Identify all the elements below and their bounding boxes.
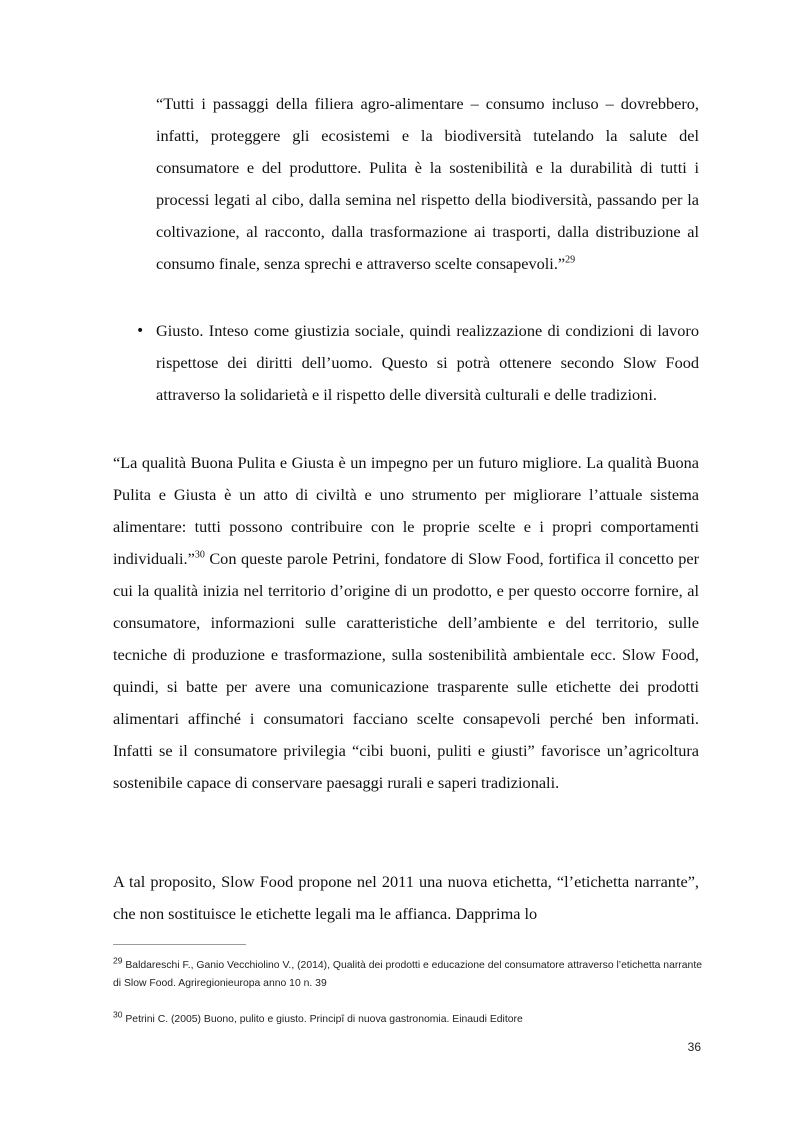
- quote-text: “Tutti i passaggi della filiera agro-alimentare – consumo incluso – dovrebbero, infatti, proteggere gli ecosistemi e la biodiversità tutelando la salute del consumatore e del produttore. Pulita è la sostenibilità e la durabilità di tutti i processi legati al cibo, dalla semina nel rispetto della biodiversità, passando per la coltivazione, al racconto, dalla trasformazione ai trasporti, dalla distribuzione al consumo finale, senza sprechi e attraverso scelte consapevoli.”: [156, 94, 699, 273]
- footnote-ref-30[interactable]: 30: [194, 549, 205, 561]
- footnote-ref-29[interactable]: 29: [565, 254, 576, 266]
- paragraph-etichetta-narrante: A tal proposito, Slow Food propone nel 2011 una nuova etichetta, “l’etichetta narrante”, che non sostituisce le etichette legali ma le affianca. Dapprima lo: [113, 872, 699, 923]
- footnote-29: [113, 957, 703, 993]
- footnote-separator: [113, 944, 246, 945]
- paragraph-body-text: Con queste parole Petrini, fondatore di Slow Food, fortifica il concetto per cui la qualità inizia nel territorio d’origine di un prodotto, e per questo occorre fornire, al consumatore, informazioni sulle caratteristiche dell’ambiente e del territorio, sulle tecniche di produzione e trasformazione, sulla sostenibilità ambientale ecc. Slow Food, quindi, si batte per avere una comunicazione trasparente sulle etichette dei prodotti alimentari affinché i consumatori facciano scelte consapevoli perché ben informati. Infatti se il consumatore privilegia “cibi buoni, puliti e giusti” favorisce un’agricoltura sostenibile capace di conservare paesaggi rurali e saperi tradizionali.: [113, 549, 699, 792]
- footnote-text: Baldareschi F., Ganio Vecchiolino V., (2014), Qualità dei prodotti e educazione del consumatore attraverso l’etichetta narrante di Slow Food. Agriregionieuropa anno 10 n. 39: [113, 960, 702, 989]
- bullet-marker: •: [136, 323, 145, 339]
- block-quote: [156, 88, 699, 280]
- paragraph-petrini-quote: [113, 447, 699, 799]
- footnote-text: Petrini C. (2005) Buono, pulito e giusto. Principî di nuova gastronomia. Einaudi Editore: [122, 1014, 523, 1025]
- footnote-number: 30: [113, 1009, 123, 1020]
- bullet-text: Giusto. Inteso come giustizia sociale, quindi realizzazione di condizioni di lavoro rispettose dei diritti dell’uomo. Questo si potrà ottenere secondo Slow Food attraverso la solidarietà e il rispetto delle diversità culturali e delle tradizioni.: [156, 321, 699, 404]
- paragraph-quote-text: “La qualità Buona Pulita e Giusta è un impegno per un futuro migliore. La qualità Buona Pulita e Giusta è un atto di civiltà e uno strumento per migliorare l’attuale sistema alimentare: tutti possono contribuire con le proprie scelte e i propri comportamenti individuali.”: [113, 453, 699, 568]
- page-number: 36: [687, 1040, 701, 1054]
- footnote-number: 29: [113, 955, 123, 966]
- footnote-30: [113, 1011, 703, 1029]
